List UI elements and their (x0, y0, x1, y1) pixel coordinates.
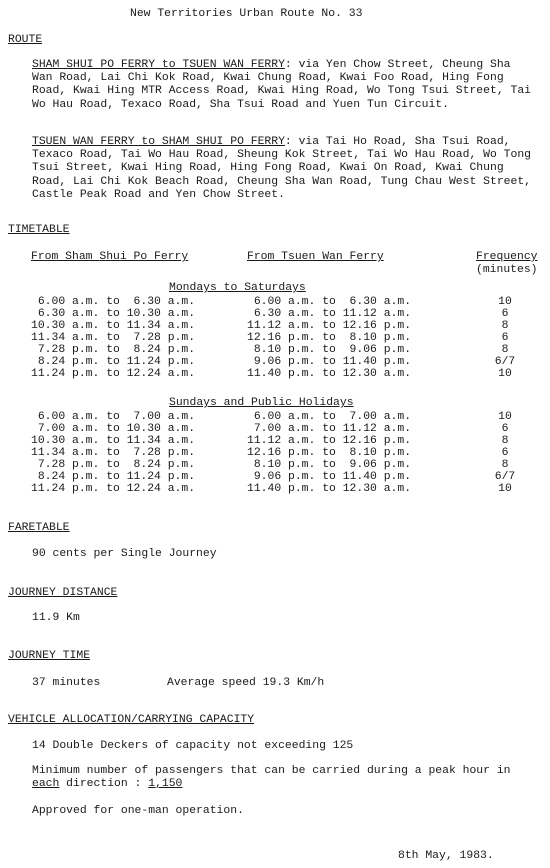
time-from-tw: 7.00 a.m. to 11.12 a.m. (247, 423, 412, 435)
time-from-ssp: 8.24 p.m. to 11.24 p.m. (31, 356, 196, 368)
frequency-value: 6 (501, 308, 509, 320)
time-from-ssp: 11.24 p.m. to 12.24 a.m. (31, 368, 196, 380)
frequency-value: 8 (501, 435, 509, 447)
vehicle-minimum-each: each (32, 778, 60, 791)
frequency-value: 10 (498, 411, 512, 423)
document-date: 8th May, 1983. (398, 850, 494, 862)
time-from-tw: 9.06 p.m. to 11.40 p.m. (247, 471, 412, 483)
time-from-tw: 6.00 a.m. to 6.30 a.m. (247, 296, 412, 308)
route-inbound (32, 136, 537, 202)
time-from-tw: 11.40 p.m. to 12.30 a.m. (247, 483, 412, 495)
vehicle-minimum (32, 765, 522, 791)
route-outbound-via: : via Yen Chow Street, Cheung Sha Wan Road, Lai Chi Kok Road, Kwai Chung Road, Kwai Foo Road, Hing Fong Road, Kwai Hing MTR Access Road, Kwai Hing Road, Wo Tong Tsui Street, Tai Wo Hau Road, Texaco Road, Sha Tsui Road and Yuen Tun Circuit. (32, 59, 531, 111)
frequency-value: 6 (501, 332, 509, 344)
faretable-heading: FARETABLE (8, 522, 70, 534)
time-from-tw: 8.10 p.m. to 9.06 p.m. (247, 344, 412, 356)
distance-heading: JOURNEY DISTANCE (8, 587, 118, 599)
route-outbound-name: SHAM SHUI PO FERRY to TSUEN WAN FERRY (32, 59, 285, 71)
col-from-ssp: From Sham Shui Po Ferry (31, 251, 189, 263)
time-heading: JOURNEY TIME (8, 650, 91, 662)
frequency-value: 6/7 (494, 356, 516, 368)
frequency-value: 8 (501, 344, 509, 356)
time-from-ssp: 8.24 p.m. to 11.24 p.m. (31, 471, 196, 483)
frequency-value: 6 (501, 447, 509, 459)
time-from-ssp: 7.28 p.m. to 8.24 p.m. (31, 344, 196, 356)
route-outbound (32, 59, 537, 112)
vehicle-minimum-prefix: Minimum number of passengers that can be carried during a peak hour in (32, 765, 511, 777)
document-title: New Territories Urban Route No. 33 (130, 8, 363, 20)
time-from-ssp: 6.00 a.m. to 7.00 a.m. (31, 411, 196, 423)
time-from-ssp: 7.00 a.m. to 10.30 a.m. (31, 423, 196, 435)
col-frequency-unit: (minutes) (476, 264, 538, 276)
vehicle-heading: VEHICLE ALLOCATION/CARRYING CAPACITY (8, 714, 255, 726)
time-from-tw: 11.12 a.m. to 12.16 p.m. (247, 320, 412, 332)
frequency-value: 10 (498, 296, 512, 308)
vehicle-minimum-value: 1,150 (148, 778, 183, 791)
time-from-ssp: 6.00 a.m. to 6.30 a.m. (31, 296, 196, 308)
time-from-ssp: 10.30 a.m. to 11.34 a.m. (31, 320, 196, 332)
frequency-value: 10 (498, 483, 512, 495)
time-from-tw: 6.30 a.m. to 11.12 a.m. (247, 308, 412, 320)
frequency-value: 8 (501, 459, 509, 471)
route-inbound-via: : via Tai Ho Road, Sha Tsui Road, Texaco Road, Tai Wo Hau Road, Sheung Kok Street, Tai Wo Hau Road, Wo Tong Tsui Street, Kwai Hing Road, Hing Fong Road, Kwai On Road, Kwai Chung Road, Lai Chi Kok Beach Road, Cheung Sha Wan Road, Tung Chau West Street, Castle Peak Road and Yen Chow Street. (32, 136, 531, 201)
vehicle-minimum-mid: direction : (59, 778, 149, 791)
time-from-ssp: 11.34 a.m. to 7.28 p.m. (31, 447, 196, 459)
time-minutes: 37 minutes (32, 677, 101, 689)
route-inbound-name: TSUEN WAN FERRY to SHAM SHUI PO FERRY (32, 136, 285, 148)
timetable-heading: TIMETABLE (8, 224, 70, 236)
vehicle-allocation: 14 Double Deckers of capacity not exceeding 125 (32, 740, 354, 752)
time-from-tw: 8.10 p.m. to 9.06 p.m. (247, 459, 412, 471)
frequency-value: 8 (501, 320, 509, 332)
time-from-tw: 12.16 p.m. to 8.10 p.m. (247, 332, 412, 344)
col-from-tw: From Tsuen Wan Ferry (247, 251, 384, 263)
time-from-tw: 12.16 p.m. to 8.10 p.m. (247, 447, 412, 459)
vehicle-approval: Approved for one-man operation. (32, 805, 244, 817)
time-from-ssp: 10.30 a.m. to 11.34 a.m. (31, 435, 196, 447)
frequency-value: 6 (501, 423, 509, 435)
distance-text: 11.9 Km (32, 612, 80, 624)
time-from-ssp: 11.34 a.m. to 7.28 p.m. (31, 332, 196, 344)
frequency-value: 6/7 (494, 471, 516, 483)
weekday-label: Mondays to Saturdays (169, 282, 306, 294)
time-from-ssp: 6.30 a.m. to 10.30 a.m. (31, 308, 196, 320)
time-from-tw: 11.12 a.m. to 12.16 p.m. (247, 435, 412, 447)
time-from-tw: 11.40 p.m. to 12.30 a.m. (247, 368, 412, 380)
route-heading: ROUTE (8, 34, 43, 46)
time-from-ssp: 11.24 p.m. to 12.24 a.m. (31, 483, 196, 495)
fare-text: 90 cents per Single Journey (32, 548, 217, 560)
time-from-tw: 9.06 p.m. to 11.40 p.m. (247, 356, 412, 368)
holiday-label: Sundays and Public Holidays (169, 397, 354, 409)
time-from-tw: 6.00 a.m. to 7.00 a.m. (247, 411, 412, 423)
time-speed: Average speed 19.3 Km/h (167, 677, 325, 689)
frequency-value: 10 (498, 368, 512, 380)
time-from-ssp: 7.28 p.m. to 8.24 p.m. (31, 459, 196, 471)
col-frequency: Frequency (476, 251, 538, 263)
